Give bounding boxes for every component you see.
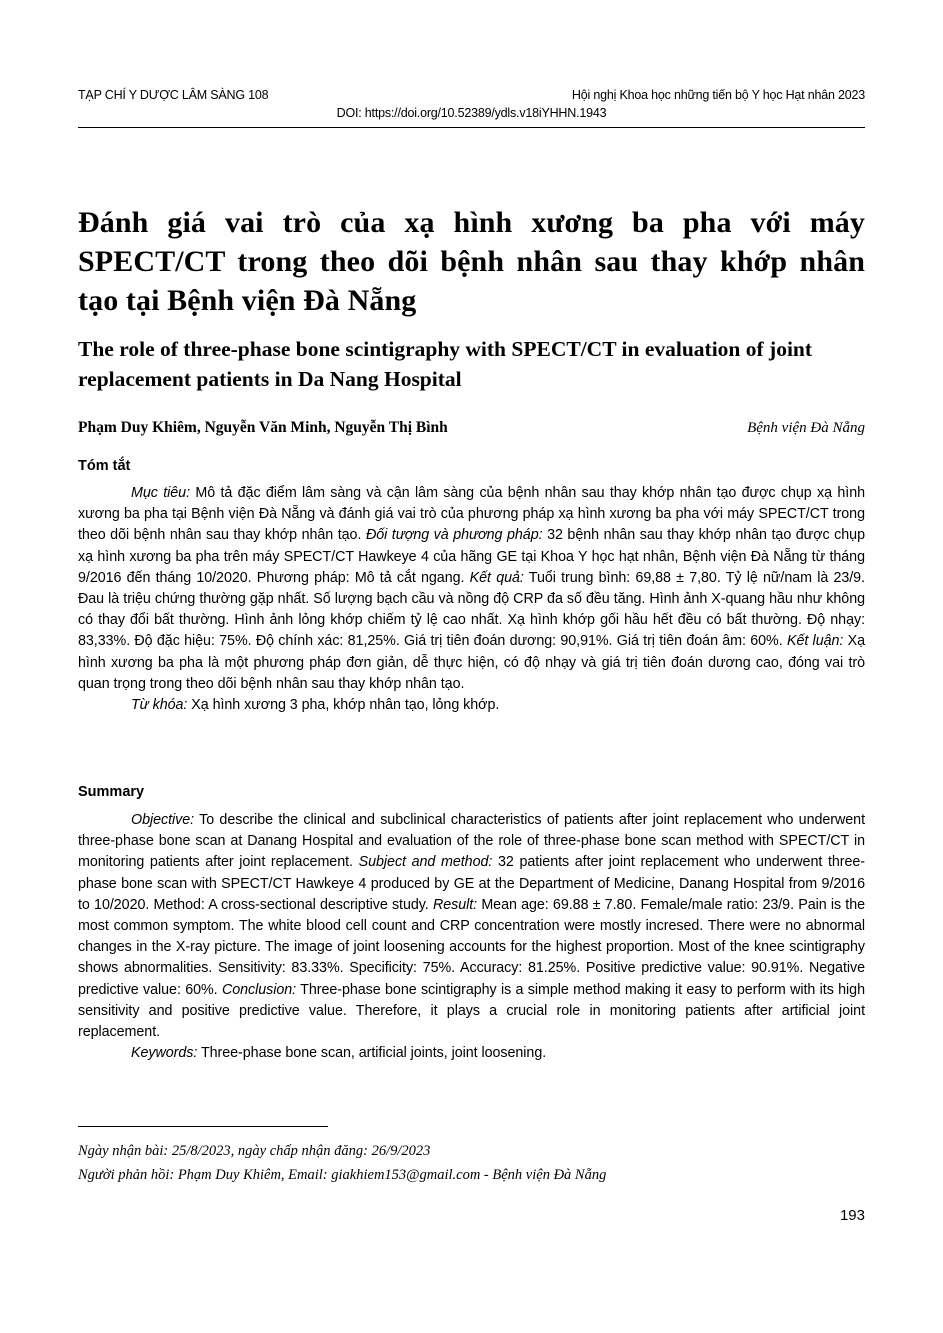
- label-keywords-en: Keywords:: [131, 1045, 198, 1062]
- keywords-english: [78, 1043, 865, 1064]
- text-objective-en: To describe the clinical and subclinical characteristics of patients after joint replacement who underwent three-phase bone scan at Danang Hospital and evaluation of the role of three-phase bone scan method with SPECT/CT in monitoring patients after joint replacement.: [78, 812, 865, 871]
- abstract-heading-english: Summary: [78, 784, 145, 800]
- abstract-english: [78, 810, 865, 1064]
- text-result-en: Mean age: 69.88 ± 7.80. Female/male ratio: 23/9. Pain is the most common symptom. The white blood cell count and CRP concentration were mostly incresed. There were no abnormal changes in the X-ray picture. The image of joint loosening accounts for the highest proportion. Most of the knee scintigraphy shows abnormalities. Sensitivity: 83.33%. Specificity: 75%. Accuracy: 81.25%. Positive predictive value: 90.91%. Negative predictive value: 60%.: [78, 896, 865, 998]
- text-method-en: 32 patients after joint replacement who underwent three-phase bone scan with SPECT/CT Hawkeye 4 produced by GE at the Department of Medicine, Danang Hospital from 9/2016 to 10/2020. Method: A cross-sectional descriptive study.: [78, 854, 865, 913]
- text-method-vn: 32 bệnh nhân sau thay khớp nhân tạo được chụp xạ hình xương ba pha trên máy SPECT/CT Hawkeye 4 của hãng GE tại Khoa Y học hạt nhân, Bệnh viện Đà Nẵng từ tháng 9/2016 đến tháng 10/2020. Phương pháp: Mô tả cắt ngang.: [78, 527, 865, 586]
- label-result-en: Result:: [432, 896, 478, 913]
- abstract-english-body: [78, 810, 865, 1043]
- label-objective-vn: Mục tiêu:: [131, 485, 190, 501]
- label-result-vn: Kết quả:: [469, 569, 524, 586]
- abstract-vietnamese: [78, 483, 865, 716]
- doi-link[interactable]: DOI: https://doi.org/10.52389/ydls.v18iYHHN.1943: [336, 106, 607, 120]
- running-head-row: [78, 88, 865, 102]
- footnote-received-date: Ngày nhận bài: 25/8/2023, ngày chấp nhận đăng: 26/9/2023: [78, 1143, 431, 1159]
- label-conclusion-vn: Kết luận:: [786, 633, 844, 650]
- text-keywords-vn: Xạ hình xương 3 pha, khớp nhân tạo, lỏng khớp.: [187, 697, 500, 714]
- page-title-english: The role of three-phase bone scintigraphy with SPECT/CT in evaluation of joint replacement patients in Da Nang Hospital: [78, 336, 813, 392]
- conference-name: Hội nghị Khoa học những tiến bộ Y học Hạt nhân 2023: [571, 88, 865, 102]
- footnote-divider: [78, 1126, 328, 1127]
- abstract-vietnamese-body: [78, 483, 865, 695]
- text-keywords-en: Three-phase bone scan, artificial joints, joint loosening.: [197, 1045, 547, 1062]
- text-result-vn: Tuổi trung bình: 69,88 ± 7,80. Tỷ lệ nữ/nam là 23/9. Đau là triệu chứng thường gặp nhất. Số lượng bạch cầu và nồng độ CRP đa số đều tăng. Hình ảnh X-quang hầu như không có thay đổi bất thường. Hình ảnh lỏng khớp chiếm tỷ lệ cao nhất. Xạ hình khớp gối hầu hết đều có bất thường. Độ nhạy: 83,33%. Độ đặc hiệu: 75%. Độ chính xác: 81,25%. Giá trị tiên đoán dương: 90,91%. Giá trị tiên đoán âm: 60%.: [78, 569, 866, 650]
- keywords-vietnamese: [78, 695, 865, 716]
- abstract-heading-vietnamese: Tóm tắt: [78, 458, 131, 474]
- label-conclusion-en: Conclusion:: [221, 981, 297, 998]
- page-number: 193: [839, 1207, 865, 1224]
- running-head: [78, 88, 865, 128]
- label-method-en: Subject and method:: [358, 854, 493, 871]
- page-title-vietnamese: Đánh giá vai trò của xạ hình xương ba pha với máy SPECT/CT trong theo dõi bệnh nhân sau thay khớp nhân tạo tại Bệnh viện Đà Nẵng: [78, 206, 865, 318]
- journal-name: TẠP CHÍ Y DƯỢC LÂM SÀNG 108: [78, 88, 269, 102]
- label-objective-en: Objective:: [131, 812, 195, 828]
- authors-row: [78, 419, 865, 437]
- text-conclusion-vn: Xạ hình xương ba pha là một phương pháp đơn giản, dễ thực hiện, có độ nhạy và giá trị tiên đoán dương cao, đóng vai trò quan trọng trong theo dõi bệnh nhân sau thay khớp nhân tạo.: [78, 633, 866, 692]
- footnote-corresponding-author: Người phản hồi: Phạm Duy Khiêm, Email: giakhiem153@gmail.com - Bệnh viện Đà Nẵng: [78, 1167, 607, 1183]
- label-method-vn: Đối tượng và phương pháp:: [365, 527, 543, 544]
- author-list: Phạm Duy Khiêm, Nguyễn Văn Minh, Nguyễn Thị Bình: [78, 419, 448, 436]
- text-conclusion-en: Three-phase bone scintigraphy is a simple method making it easy to perform with its high sensitivity and positive predictive value. Therefore, it plays a crucial role in monitoring patients after artificial joint replacement.: [78, 981, 865, 1041]
- footnote-block: [78, 1126, 607, 1187]
- header-divider: [78, 127, 865, 128]
- text-objective-vn: Mô tả đặc điểm lâm sàng và cận lâm sàng của bệnh nhân sau thay khớp nhân tạo được chụp xạ hình xương ba pha tại Bệnh viện Đà Nẵng và đánh giá vai trò của phương pháp xạ hình xương ba pha với máy SPECT/CT trong theo dõi bệnh nhân sau thay khớp nhân tạo.: [78, 485, 865, 544]
- author-affiliation: Bệnh viện Đà Nẵng: [747, 420, 865, 436]
- label-keywords-vn: Từ khóa:: [131, 697, 188, 714]
